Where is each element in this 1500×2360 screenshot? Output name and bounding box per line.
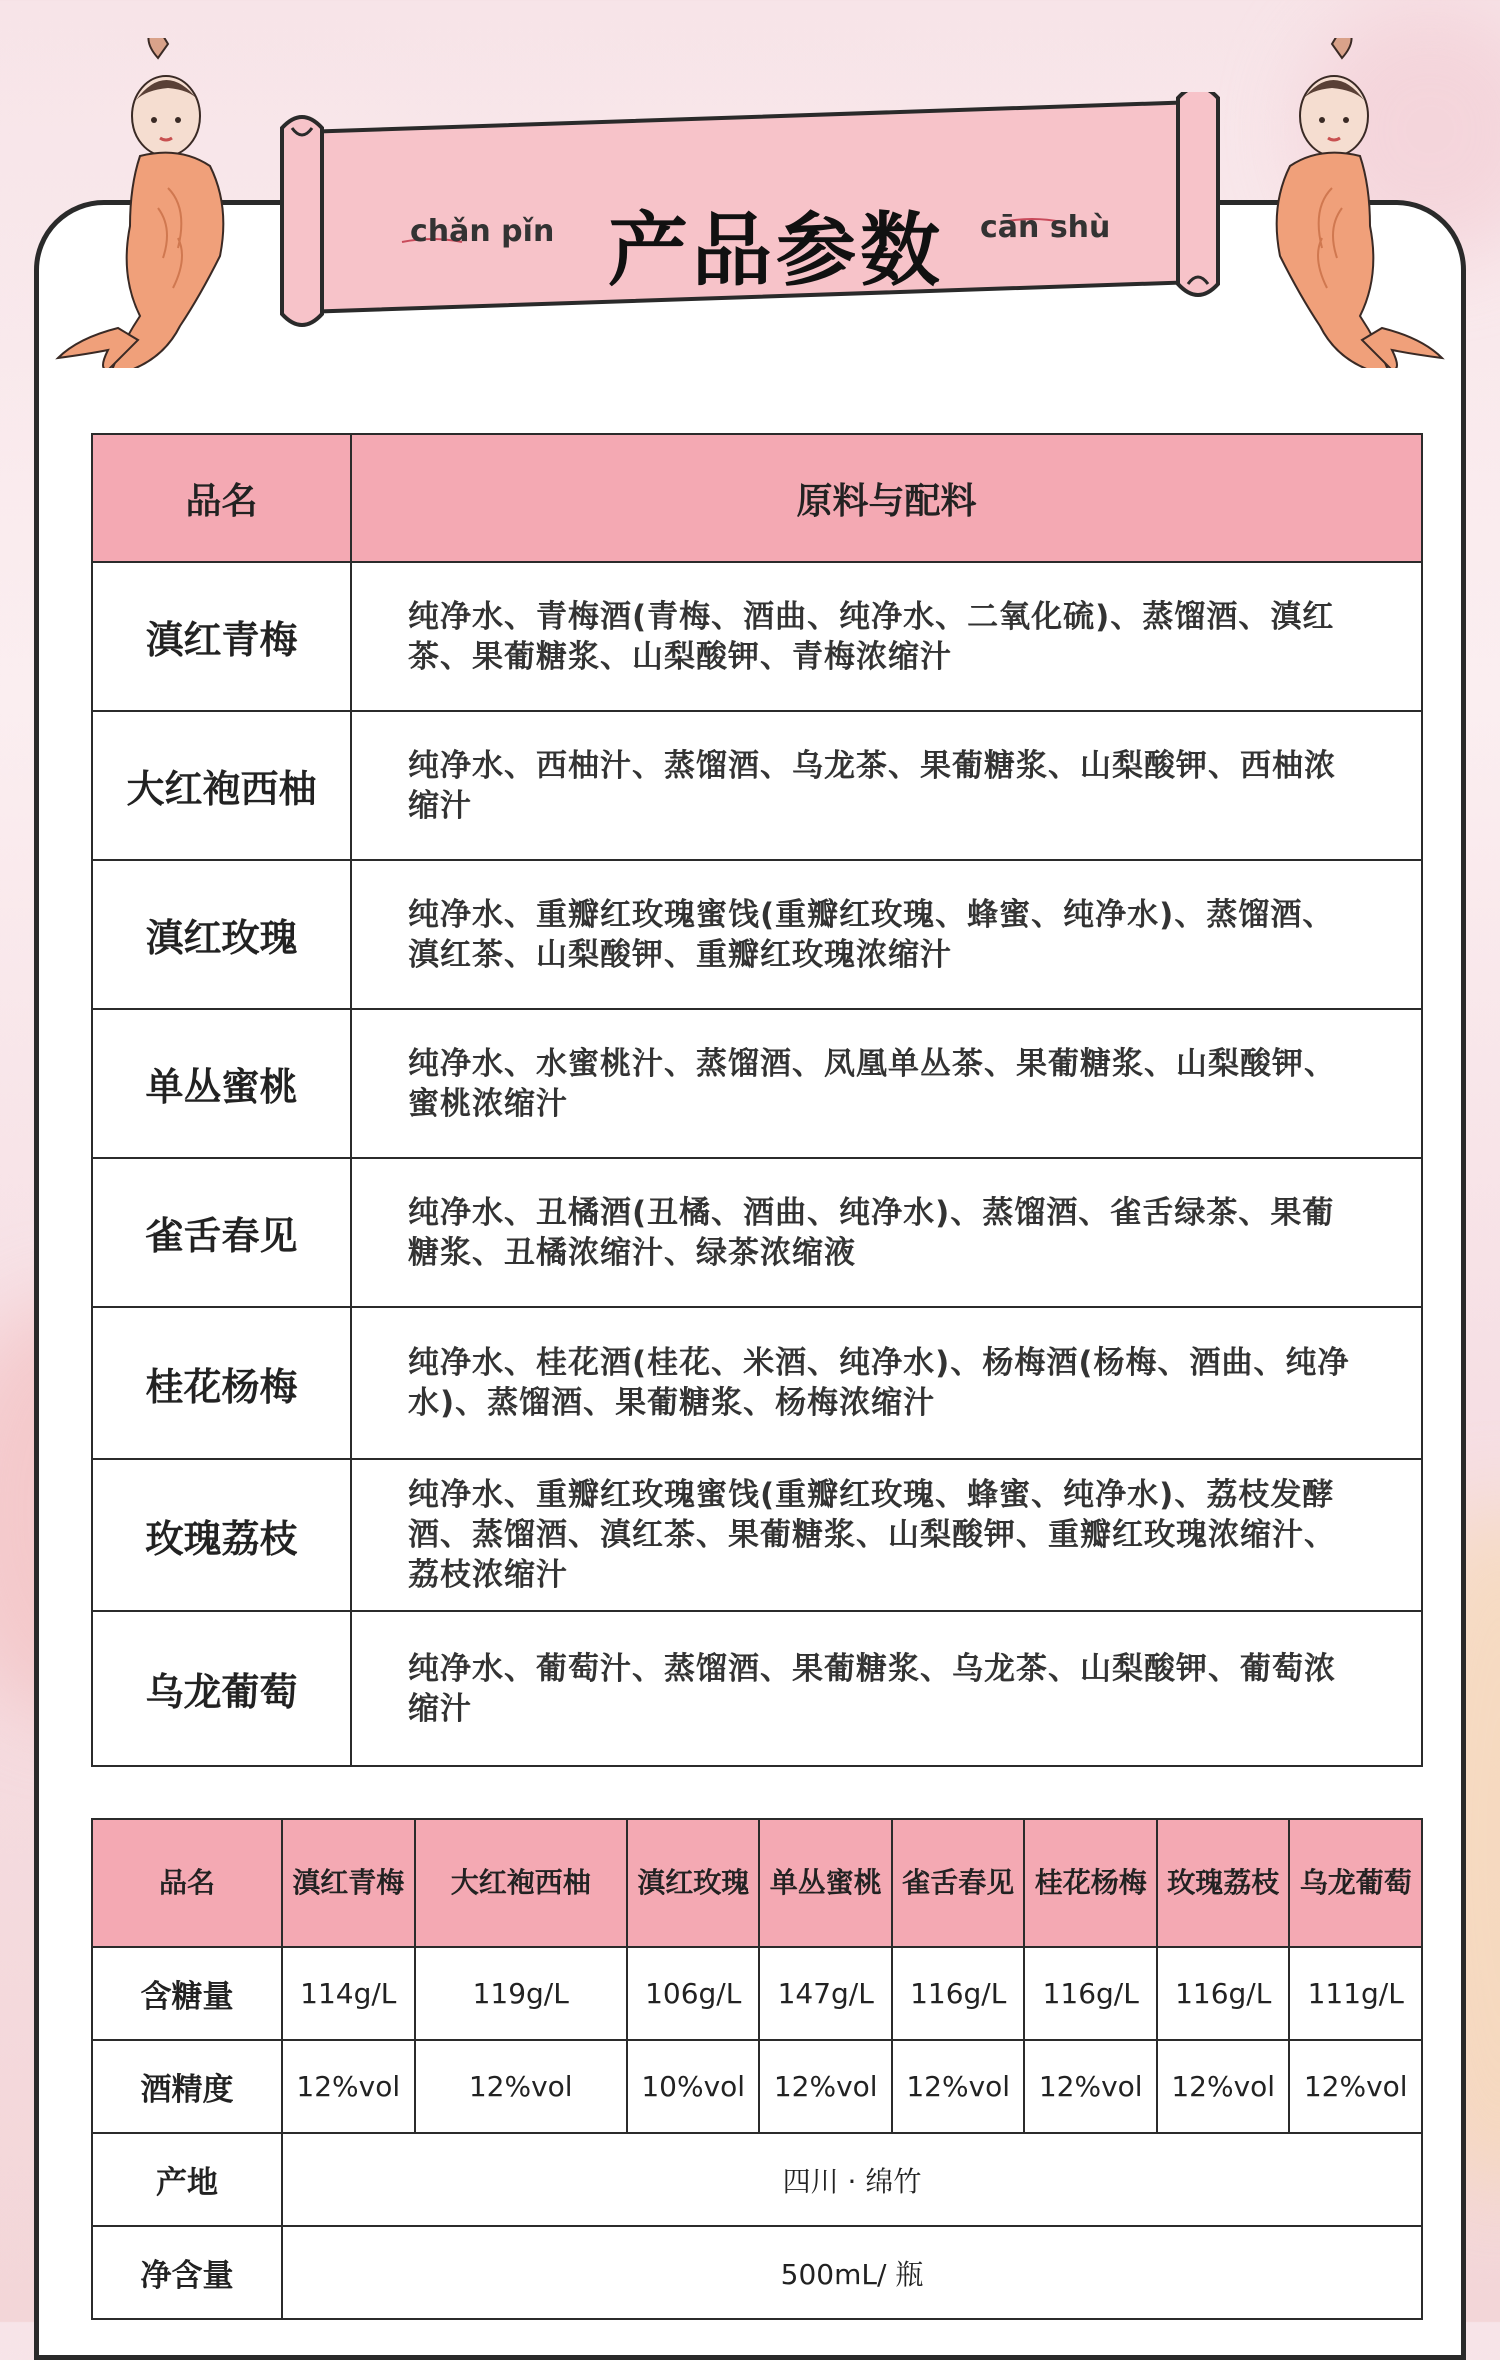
deity-figure-left-icon (48, 38, 278, 368)
product-name: 雀舌春见 (92, 1158, 351, 1307)
product-name: 滇红玫瑰 (92, 860, 351, 1009)
header-product-name: 品名 (92, 434, 351, 562)
volume-value: 500mL/ 瓶 (282, 2226, 1422, 2319)
abv-value: 12%vol (282, 2040, 415, 2133)
table-row (92, 1307, 1422, 1459)
table-row (92, 1009, 1422, 1158)
ingredients-header-row (92, 434, 1422, 562)
sugar-value: 114g/L (282, 1947, 415, 2040)
sugar-value: 116g/L (1157, 1947, 1290, 2040)
spec-header-row (92, 1819, 1422, 1947)
sugar-value: 119g/L (415, 1947, 627, 2040)
spec-header-product: 乌龙葡萄 (1289, 1819, 1422, 1947)
sugar-value: 147g/L (759, 1947, 892, 2040)
table-row (92, 1459, 1422, 1611)
spec-header-product: 滇红青梅 (282, 1819, 415, 1947)
volume-label: 净含量 (92, 2226, 282, 2319)
sugar-value: 116g/L (1024, 1947, 1157, 2040)
product-ingredients: 纯净水、丑橘酒(丑橘、酒曲、纯净水)、蒸馏酒、雀舌绿茶、果葡糖浆、丑橘浓缩汁、绿茶浓缩液 (351, 1158, 1422, 1307)
product-name: 桂花杨梅 (92, 1307, 351, 1459)
abv-value: 12%vol (415, 2040, 627, 2133)
spec-header-product: 雀舌春见 (892, 1819, 1025, 1947)
abv-value: 12%vol (1289, 2040, 1422, 2133)
spec-header-product: 桂花杨梅 (1024, 1819, 1157, 1947)
sugar-value: 111g/L (1289, 1947, 1422, 2040)
deity-figure-right-icon (1222, 38, 1452, 368)
abv-label: 酒精度 (92, 2040, 282, 2133)
page-title: 产品参数 (608, 204, 944, 297)
abv-value: 12%vol (759, 2040, 892, 2133)
spec-table (91, 1818, 1423, 2320)
product-ingredients: 纯净水、青梅酒(青梅、酒曲、纯净水、二氧化硫)、蒸馏酒、滇红茶、果葡糖浆、山梨酸钾、青梅浓缩汁 (351, 562, 1422, 711)
product-name: 乌龙葡萄 (92, 1611, 351, 1766)
product-name: 滇红青梅 (92, 562, 351, 711)
product-name: 大红袍西柚 (92, 711, 351, 860)
table-row (92, 860, 1422, 1009)
pinyin-left: chǎn pǐn (410, 214, 555, 249)
product-name: 玫瑰荔枝 (92, 1459, 351, 1611)
volume-row (92, 2226, 1422, 2319)
product-name: 单丛蜜桃 (92, 1009, 351, 1158)
table-row (92, 1158, 1422, 1307)
ingredients-table (91, 433, 1423, 1767)
product-ingredients: 纯净水、葡萄汁、蒸馏酒、果葡糖浆、乌龙茶、山梨酸钾、葡萄浓缩汁 (351, 1611, 1422, 1766)
spec-header-product: 单丛蜜桃 (759, 1819, 892, 1947)
sugar-value: 106g/L (627, 1947, 760, 2040)
table-row (92, 1611, 1422, 1766)
abv-row (92, 2040, 1422, 2133)
abv-value: 12%vol (892, 2040, 1025, 2133)
table-row (92, 711, 1422, 860)
origin-value: 四川 · 绵竹 (282, 2133, 1422, 2226)
origin-label: 产地 (92, 2133, 282, 2226)
table-row (92, 562, 1422, 711)
product-ingredients: 纯净水、重瓣红玫瑰蜜饯(重瓣红玫瑰、蜂蜜、纯净水)、蒸馏酒、滇红茶、山梨酸钾、重瓣红玫瑰浓缩汁 (351, 860, 1422, 1009)
product-ingredients: 纯净水、重瓣红玫瑰蜜饯(重瓣红玫瑰、蜂蜜、纯净水)、荔枝发酵酒、蒸馏酒、滇红茶、果葡糖浆、山梨酸钾、重瓣红玫瑰浓缩汁、荔枝浓缩汁 (351, 1459, 1422, 1611)
pinyin-right: cān shù (980, 210, 1111, 245)
abv-value: 12%vol (1024, 2040, 1157, 2133)
spec-header-label: 品名 (92, 1819, 282, 1947)
spec-header-product: 大红袍西柚 (415, 1819, 627, 1947)
spec-header-product: 玫瑰荔枝 (1157, 1819, 1290, 1947)
abv-value: 12%vol (1157, 2040, 1290, 2133)
sugar-value: 116g/L (892, 1947, 1025, 2040)
header-ingredients: 原料与配料 (351, 434, 1422, 562)
sugar-row (92, 1947, 1422, 2040)
origin-row (92, 2133, 1422, 2226)
sugar-label: 含糖量 (92, 1947, 282, 2040)
spec-header-product: 滇红玫瑰 (627, 1819, 760, 1947)
abv-value: 10%vol (627, 2040, 760, 2133)
product-ingredients: 纯净水、水蜜桃汁、蒸馏酒、凤凰单丛茶、果葡糖浆、山梨酸钾、蜜桃浓缩汁 (351, 1009, 1422, 1158)
product-ingredients: 纯净水、桂花酒(桂花、米酒、纯净水)、杨梅酒(杨梅、酒曲、纯净水)、蒸馏酒、果葡糖浆、杨梅浓缩汁 (351, 1307, 1422, 1459)
product-ingredients: 纯净水、西柚汁、蒸馏酒、乌龙茶、果葡糖浆、山梨酸钾、西柚浓缩汁 (351, 711, 1422, 860)
